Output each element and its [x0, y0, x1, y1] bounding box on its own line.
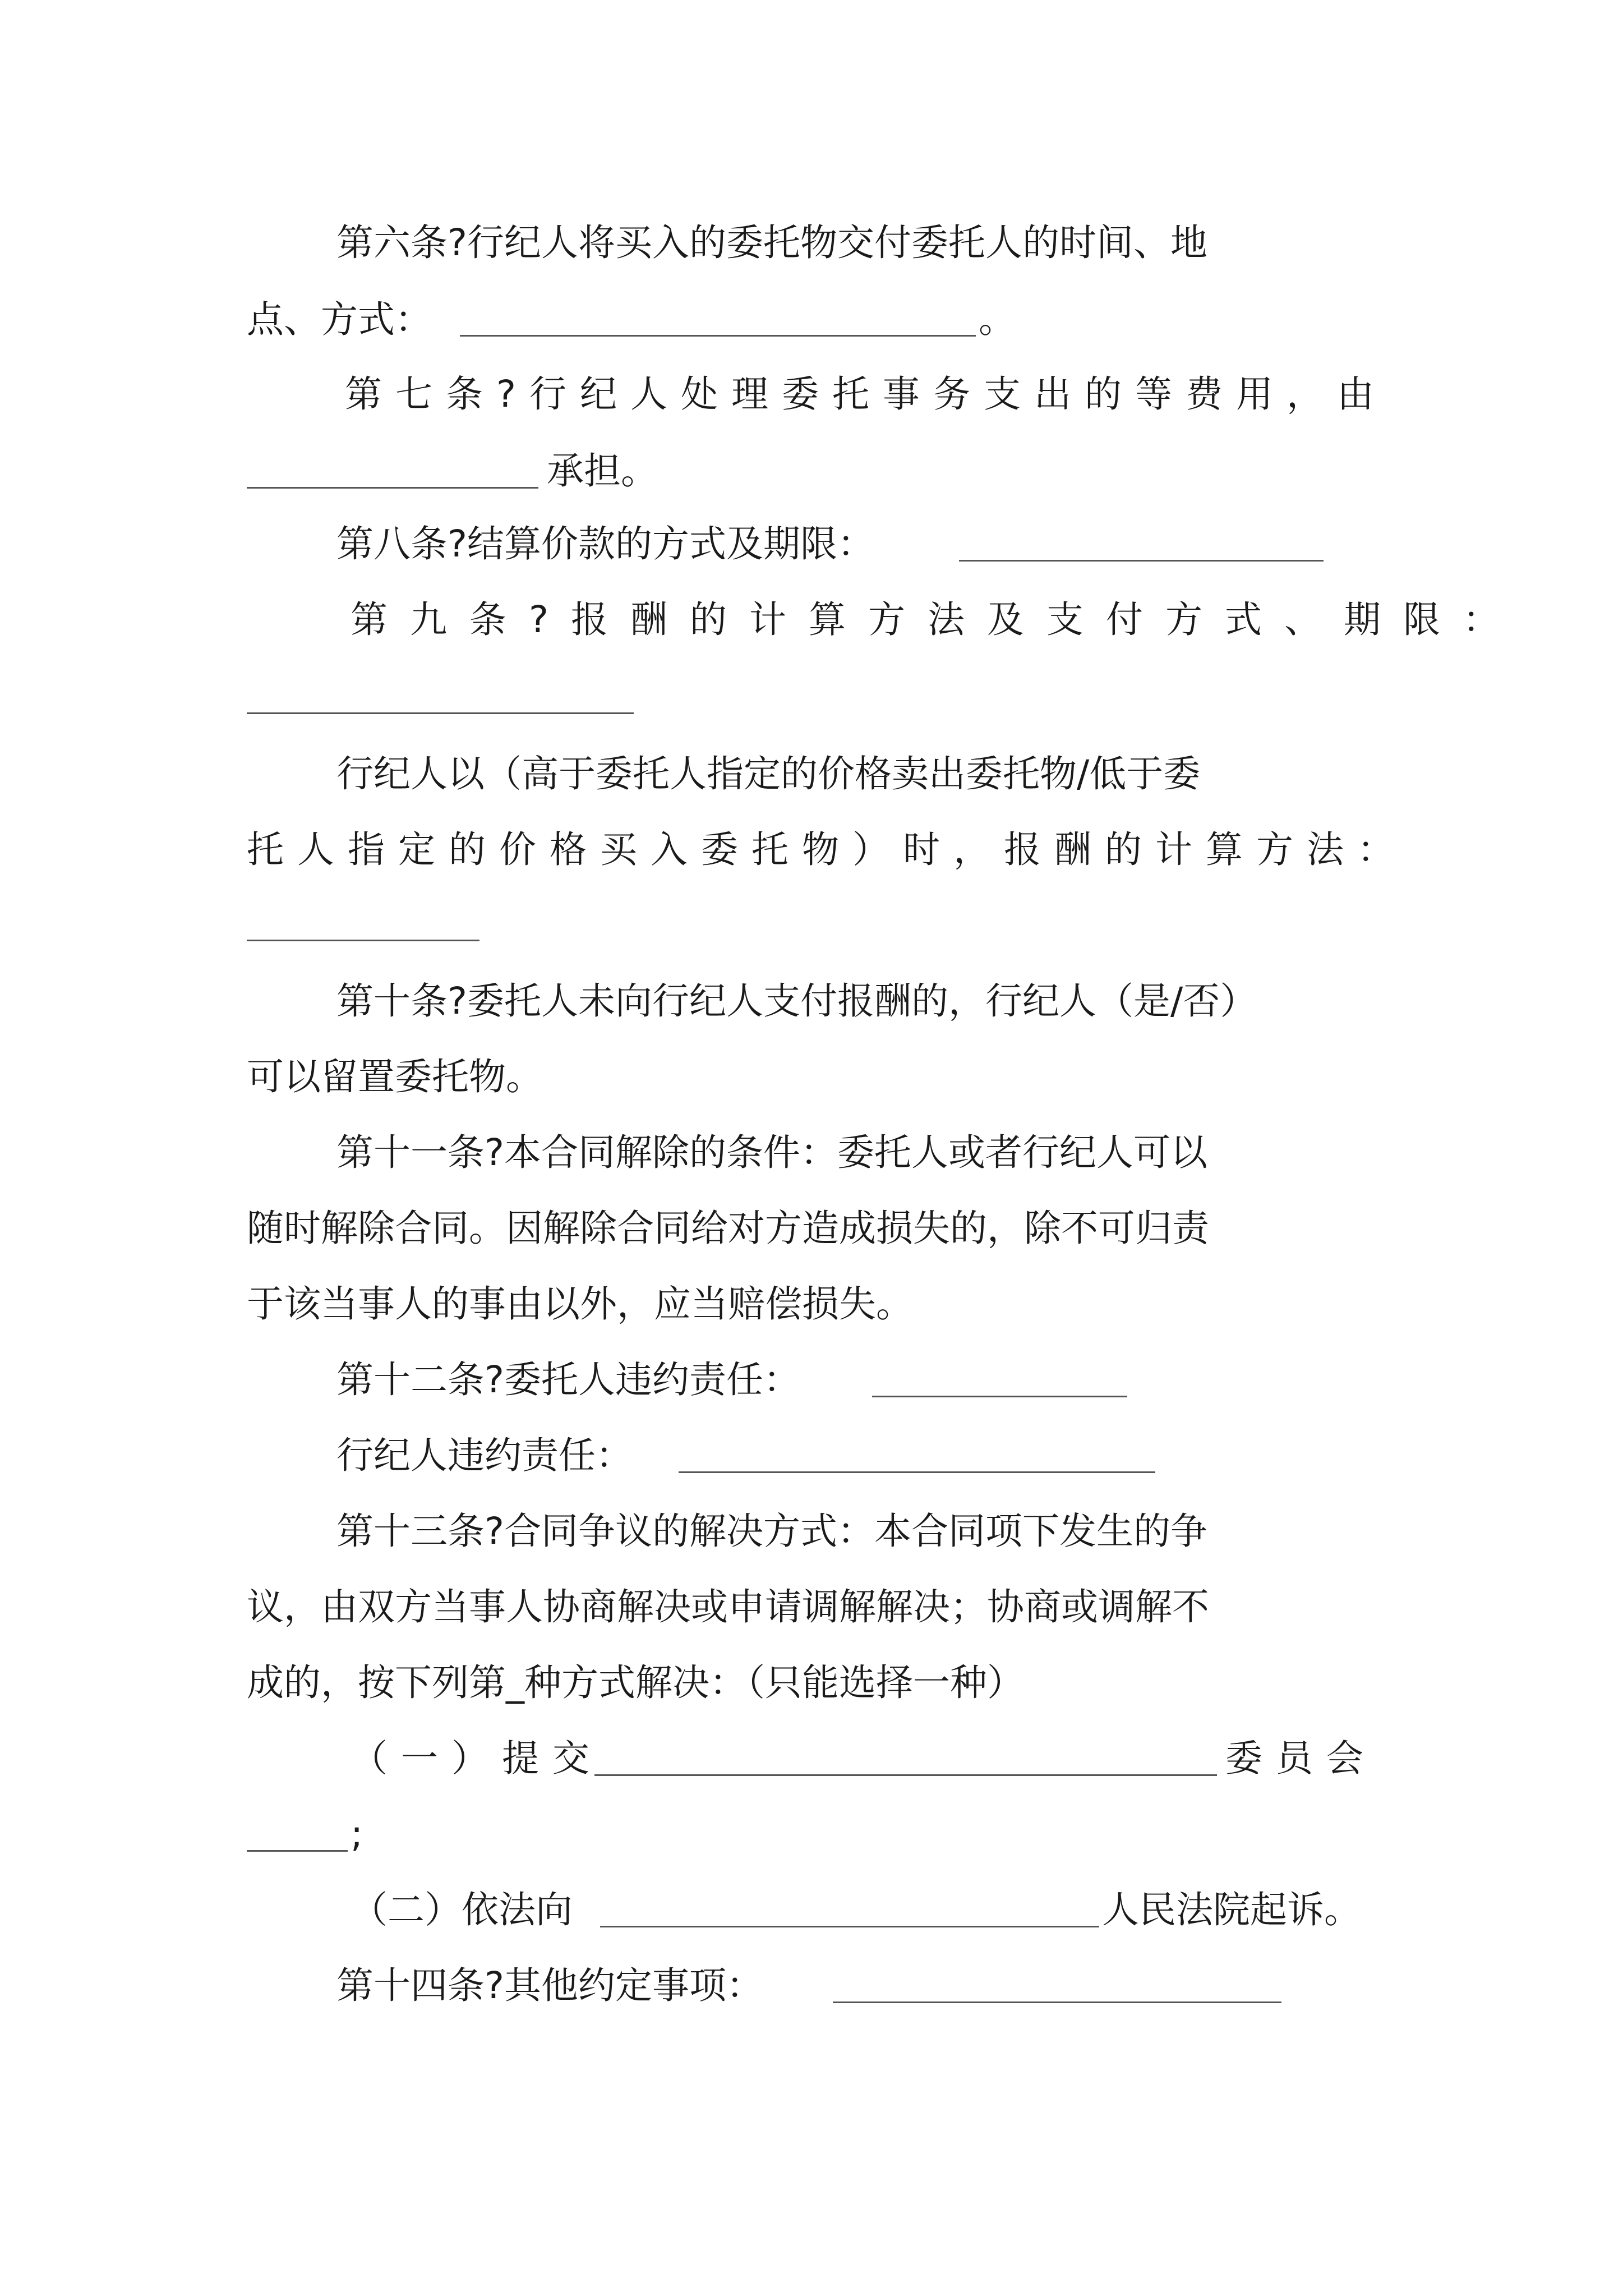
article-7-line-2: 承担。	[547, 449, 658, 493]
article-14-blank	[833, 2001, 1281, 2003]
article-12-blank-1	[872, 1396, 1127, 1397]
article-12-line-2: 行纪人违约责任：	[336, 1434, 633, 1477]
article-11-line-1: 第十一条?本合同解除的条件：委托人或者行纪人可以	[336, 1131, 1208, 1174]
option-1-semicolon: ;	[351, 1812, 363, 1856]
option-2-label: （二）依法向	[351, 1888, 573, 1931]
option-1-end: 委员会	[1225, 1737, 1377, 1780]
commission-line-2: 托人指定的价格买入委托物）时，报酬的计算方法：	[247, 828, 1408, 871]
article-13-line-3: 成的，按下列第_种方式解决：（只能选择一种）	[247, 1661, 1024, 1704]
article-10-line-2: 可以留置委托物。	[247, 1055, 543, 1098]
article-8-line: 第八条?结算价款的方式及期限：	[336, 522, 875, 565]
article-9-line: 第九条?报酬的计算方法及支付方式、期限：	[351, 598, 1523, 641]
article-13-line-1: 第十三条?合同争议的解决方式：本合同项下发生的争	[336, 1510, 1208, 1553]
article-7-blank	[247, 487, 538, 489]
option-1-blank-2	[247, 1850, 348, 1852]
article-7-line-1: 第七条?行纪人处理委托事务支出的等费用，由	[345, 372, 1388, 416]
commission-blank	[247, 940, 479, 941]
article-6-blank	[460, 335, 976, 337]
article-6-line-2-label: 点、方式：	[247, 298, 432, 341]
article-11-line-3: 于该当事人的事由以外，应当赔偿损失。	[247, 1282, 913, 1326]
option-2-blank	[600, 1926, 1099, 1927]
option-1-label: （一）提交	[351, 1737, 603, 1780]
article-8-blank	[959, 560, 1324, 562]
commission-line-1: 行纪人以（高于委托人指定的价格卖出委托物/低于委	[336, 752, 1201, 795]
article-11-line-2: 随时解除合同。因解除合同给对方造成损失的，除不可归责	[247, 1207, 1209, 1250]
option-2-end: 人民法院起诉。	[1102, 1888, 1361, 1931]
article-12-blank-2	[679, 1471, 1155, 1473]
option-1-blank	[594, 1774, 1217, 1776]
article-6-line-2-end: 。	[979, 298, 1016, 341]
article-14-line: 第十四条?其他约定事项：	[336, 1964, 764, 2007]
article-13-line-2: 议，由双方当事人协商解决或申请调解解决；协商或调解不	[247, 1585, 1209, 1628]
article-9-blank	[247, 712, 634, 714]
article-10-line-1: 第十条?委托人未向行纪人支付报酬的，行纪人（是/否）	[336, 979, 1257, 1023]
article-6-line-1: 第六条?行纪人将买入的委托物交付委托人的时间、地	[336, 221, 1208, 264]
article-12-line-1: 第十二条?委托人违约责任：	[336, 1358, 801, 1401]
